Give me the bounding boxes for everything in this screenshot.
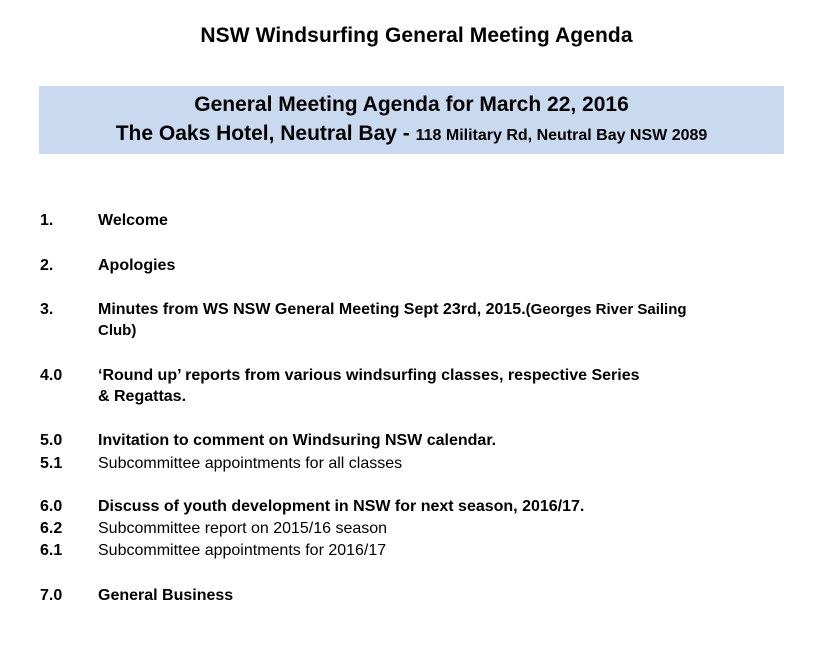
agenda-item-number: 1. [40, 212, 54, 229]
agenda-item-text-block [98, 299, 768, 320]
venue-name: The Oaks Hotel, Neutral Bay - [115, 122, 416, 145]
meeting-banner [39, 86, 784, 154]
agenda-item-text: ‘Round up’ reports from various windsurfing classes, respective Series [98, 367, 640, 384]
venue-address: 118 Military Rd, Neutral Bay NSW 2089 [415, 127, 708, 144]
agenda-item-number: 3. [40, 301, 54, 318]
agenda-item-number: 7.0 [40, 587, 63, 604]
agenda-item-text: Subcommittee report on 2015/16 season [98, 520, 388, 537]
agenda-item-number: 6.0 [40, 498, 63, 515]
agenda-item-text: Subcommittee appointments for all classes [98, 455, 403, 472]
agenda-item-number: 5.0 [40, 432, 63, 449]
agenda-item-number: 4.0 [40, 367, 63, 384]
agenda-item-text: Invitation to comment on Windsuring NSW calendar. [98, 432, 497, 449]
agenda-item-text: Minutes from WS NSW General Meeting Sept 23rd, 2015. [98, 301, 526, 318]
agenda-item-text: General Business [98, 587, 234, 604]
agenda-item-text-continued: & Regattas. [98, 388, 187, 405]
agenda-item-number: 2. [40, 257, 54, 274]
meeting-venue-line [39, 122, 784, 146]
agenda-item-number: 6.1 [40, 542, 63, 559]
agenda-item-number: 6.2 [40, 520, 63, 537]
agenda-item-note: (Georges River Sailing [525, 301, 687, 318]
meeting-date-heading: General Meeting Agenda for March 22, 2016 [194, 93, 629, 116]
agenda-item-text: Subcommittee appointments for 2016/17 [98, 542, 387, 559]
agenda-item-note-continued: Club) [98, 322, 137, 339]
agenda-item-text: Welcome [98, 212, 168, 229]
agenda-item-text: Apologies [98, 257, 176, 274]
agenda-item-number: 5.1 [40, 455, 63, 472]
document-title: NSW Windsurfing General Meeting Agenda [200, 24, 633, 47]
agenda-item-text: Discuss of youth development in NSW for next season, 2016/17. [98, 498, 585, 515]
